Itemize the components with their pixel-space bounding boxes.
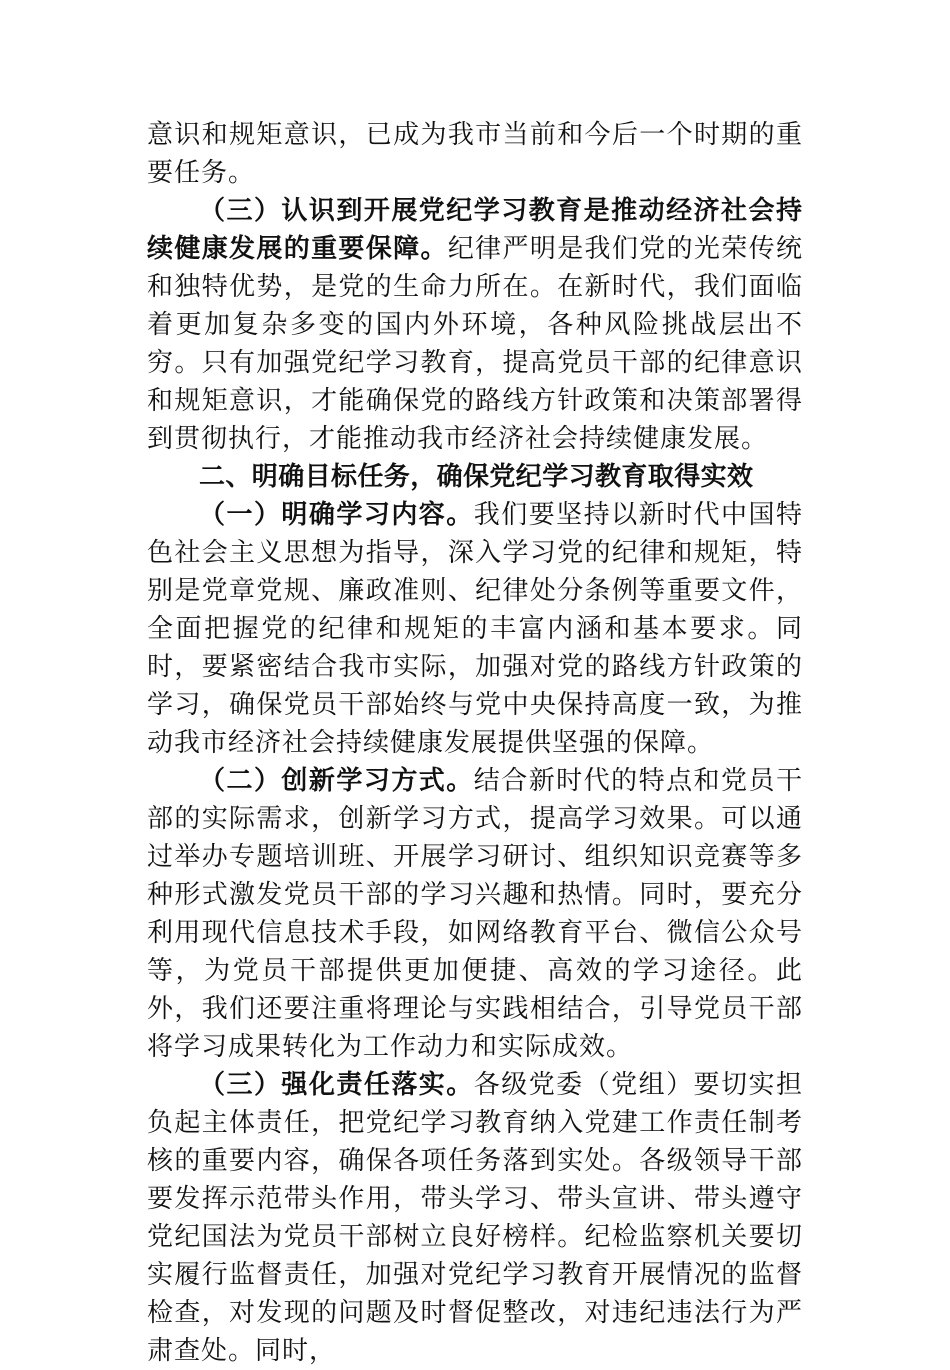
- document-body: [147, 116, 803, 1370]
- paragraph-lead: （二）创新学习方式。: [199, 766, 474, 796]
- paragraph-lead: （三）认识到开展党纪学习教育是推动经济社会持续健康发展的重要保障。: [147, 196, 803, 264]
- paragraph-text: 我们要坚持以新时代中国特色社会主义思想为指导，深入学习党的纪律和规矩，特别是党章党规、廉政准则、纪律处分条例等重要文件，全面把握党的纪律和规矩的丰富内涵和基本要求。同时，要紧密结合我市实际，加强对党的路线方针政策的学习，确保党员干部始终与党中央保持高度一致，为推动我市经济社会持续健康发展提供坚强的保障。: [147, 500, 803, 758]
- paragraph-learning-content: [147, 496, 803, 762]
- paragraph-responsibility: [147, 1066, 803, 1370]
- paragraph-lead: （三）强化责任落实。: [199, 1070, 474, 1100]
- paragraph-learning-methods: [147, 762, 803, 1066]
- paragraph-section-three-awareness: [147, 192, 803, 458]
- paragraph-text: 各级党委（党组）要切实担负起主体责任，把党纪学习教育纳入党建工作责任制考核的重要内容，确保各项任务落到实处。各级领导干部要发挥示范带头作用，带头学习、带头宣讲、带头遵守党纪国法为党员干部树立良好榜样。纪检监察机关要切实履行监督责任，加强对党纪学习教育开展情况的监督检查，对发现的问题及时督促整改，对违纪违法行为严肃查处。同时，: [147, 1070, 803, 1366]
- section-heading-two: 二、明确目标任务，确保党纪学习教育取得实效: [199, 462, 754, 492]
- paragraph-continued: [147, 116, 803, 192]
- paragraph-text: 结合新时代的特点和党员干部的实际需求，创新学习方式，提高学习效果。可以通过举办专题培训班、开展学习研讨、组织知识竞赛等多种形式激发党员干部的学习兴趣和热情。同时，要充分利用现代信息技术手段，如网络教育平台、微信公众号等，为党员干部提供更加便捷、高效的学习途径。此外，我们还要注重将理论与实践相结合，引导党员干部将学习成果转化为工作动力和实际成效。: [147, 766, 803, 1062]
- paragraph-text: 意识和规矩意识，已成为我市当前和今后一个时期的重要任务。: [147, 120, 803, 188]
- paragraph-text: 纪律严明是我们党的光荣传统和独特优势，是党的生命力所在。在新时代，我们面临着更加复杂多变的国内外环境，各种风险挑战层出不穷。只有加强党纪学习教育，提高党员干部的纪律意识和规矩意识，才能确保党的路线方针政策和决策部署得到贯彻执行，才能推动我市经济社会持续健康发展。: [147, 234, 803, 454]
- paragraph-lead: （一）明确学习内容。: [199, 500, 474, 530]
